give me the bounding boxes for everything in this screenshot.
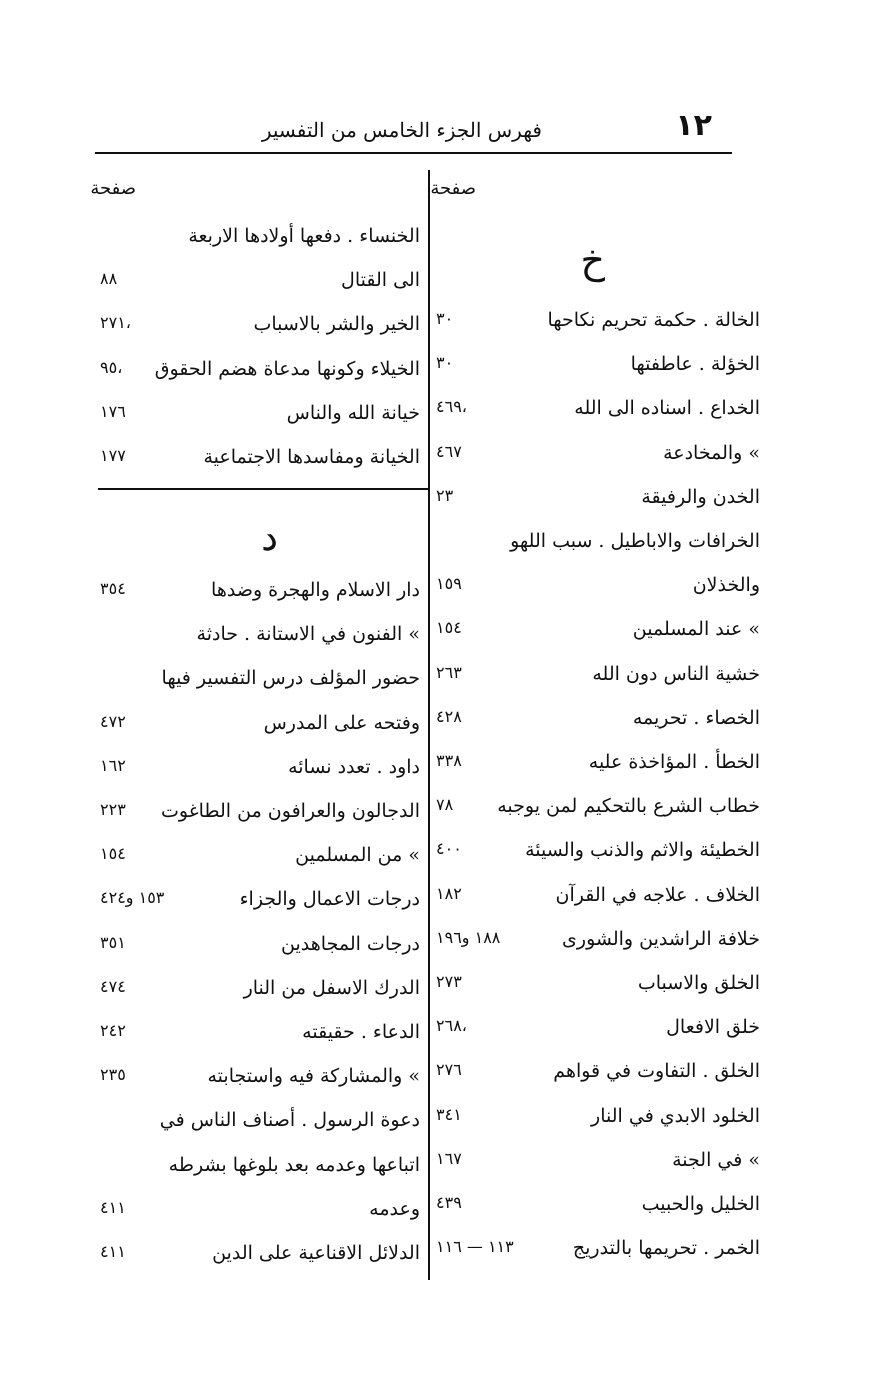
index-entry xyxy=(98,1105,428,1139)
entry-text: الدعاء . حقيقته xyxy=(302,1021,420,1043)
entry-page: ٤٧٢ xyxy=(100,711,126,731)
entry-text: الخصاء . تحريمه xyxy=(632,706,760,729)
entry-text: الخيانة ومفاسدها الاجتماعية xyxy=(203,446,420,468)
index-entry xyxy=(98,1150,428,1184)
index-entry xyxy=(430,1012,760,1046)
entry-text: حضور المؤلف درس التفسير فيها xyxy=(161,667,420,690)
entry-text: اتباعها وعدمه بعد بلوغها بشرطه xyxy=(168,1153,420,1176)
entry-page: ٤١١ xyxy=(100,1197,126,1217)
index-entry xyxy=(430,835,760,869)
index-entry xyxy=(430,305,760,339)
index-entry xyxy=(430,1189,760,1223)
index-entry xyxy=(430,791,760,825)
section-letter-dal: د xyxy=(261,515,278,559)
entry-text: الخداع . اسناده الى الله xyxy=(574,397,760,420)
entry-page: ٨٨ xyxy=(100,269,118,289)
entry-text: درجات المجاهدين xyxy=(281,932,420,955)
entry-page: ٩٥، xyxy=(100,357,123,377)
index-entry xyxy=(98,265,428,299)
index-entry xyxy=(98,1194,428,1228)
entry-page: ٢٢٣ xyxy=(100,800,126,819)
entry-text: وعدمه xyxy=(369,1197,420,1220)
entry-page: ٤٠٠ xyxy=(436,839,462,859)
entry-text: الخليل والحبيب xyxy=(641,1193,760,1215)
entry-text: الخدن والرفيقة xyxy=(641,485,760,508)
entry-page: ٢٧١، xyxy=(100,313,131,333)
index-entry xyxy=(98,663,428,697)
running-title: فهرس الجزء الخامس من التفسير xyxy=(261,118,542,142)
entry-text: خشية الناس دون الله xyxy=(592,662,760,685)
entry-page: ٣٣٨ xyxy=(436,751,462,770)
entry-text: الخطيئة والاثم والذنب والسيئة xyxy=(525,839,760,862)
entry-text: الخمر . تحريمها بالتدريج xyxy=(572,1237,760,1260)
index-entry xyxy=(430,349,760,383)
entry-text: الخير والشر بالاسباب xyxy=(253,313,420,336)
page-number: ١٢ xyxy=(675,108,712,143)
page-header xyxy=(95,108,732,154)
entry-page: ٣٠ xyxy=(436,309,454,328)
entry-page: ٤٢٨ xyxy=(436,706,462,726)
entry-text: الخلق . التفاوت في قواهم xyxy=(553,1060,760,1083)
index-entry xyxy=(98,840,428,874)
index-entry xyxy=(430,659,760,693)
index-entry xyxy=(98,442,428,476)
entry-page: ١٥٤ xyxy=(436,618,462,638)
index-entry xyxy=(430,526,760,560)
entry-page: ٢٦٣ xyxy=(436,662,462,682)
entry-text: دار الاسلام والهجرة وضدها xyxy=(211,579,420,601)
entry-page: ٢٤٢ xyxy=(100,1021,126,1040)
entry-page: ١٥٩ xyxy=(436,574,462,594)
entry-text: خطاب الشرع بالتحكيم لمن يوجبه xyxy=(497,795,760,818)
entry-text: الخرافات والاباطيل . سبب اللهو xyxy=(510,530,760,552)
entry-text: داود . تعدد نسائه xyxy=(288,755,420,778)
entry-text: الخطأ . المؤاخذة عليه xyxy=(588,751,760,773)
entry-page: ١٦٢ xyxy=(100,755,126,775)
index-entry xyxy=(430,1145,760,1179)
entry-text: خيانة الله والناس xyxy=(286,401,420,424)
entry-page: ٤٣٩ xyxy=(436,1193,462,1212)
entry-page: ١١٣ — ١١٦ xyxy=(436,1237,514,1257)
entry-text: » والمخادعة xyxy=(663,441,760,464)
entry-text: دعوة الرسول . أصناف الناس في xyxy=(159,1109,420,1132)
entry-text: الخلاف . علاجه في القرآن xyxy=(555,883,760,906)
section-separator xyxy=(98,488,428,490)
entry-text: الدلائل الاقناعية على الدين xyxy=(212,1242,420,1264)
index-entry xyxy=(430,880,760,914)
index-entry xyxy=(98,221,428,255)
entry-text: » الفنون في الاستانة . حادثة xyxy=(196,623,420,646)
entry-text: درجات الاعمال والجزاء xyxy=(239,888,420,911)
entry-text: الخلود الابدي في النار xyxy=(591,1104,760,1127)
entry-page: ٣٥٤ xyxy=(100,579,126,598)
index-entry xyxy=(98,796,428,830)
index-entry xyxy=(98,752,428,786)
entry-page: ٣٤١ xyxy=(436,1104,462,1124)
index-entry xyxy=(98,354,428,388)
index-entry xyxy=(430,968,760,1002)
entry-text: الخالة . حكمة تحريم نكاحها xyxy=(547,309,760,331)
index-entry xyxy=(98,398,428,432)
index-entry xyxy=(430,1233,760,1267)
entry-page: ٣٥١ xyxy=(100,932,126,952)
entry-page: ٢٣٥ xyxy=(100,1065,126,1085)
index-entry xyxy=(98,884,428,918)
index-entry xyxy=(98,929,428,963)
entry-text: » والمشاركة فيه واستجابته xyxy=(207,1065,420,1088)
entry-page: ١٧٧ xyxy=(100,446,126,465)
entry-page: ٤١١ xyxy=(100,1242,126,1261)
index-entry xyxy=(430,747,760,781)
entry-text: الخلق والاسباب xyxy=(637,972,760,994)
index-entry xyxy=(430,570,760,604)
column-header-right: صفحة xyxy=(430,178,476,199)
index-entry xyxy=(98,973,428,1007)
entry-page: ٢٧٦ xyxy=(436,1060,462,1080)
index-entry xyxy=(430,482,760,516)
index-entry xyxy=(430,614,760,648)
entry-text: الخؤلة . عاطفتها xyxy=(630,353,760,376)
entry-page: ١٥٤ xyxy=(100,844,126,864)
entry-page: ٢٧٣ xyxy=(436,972,462,991)
index-entry xyxy=(430,1101,760,1135)
entry-page: ١٨٢ xyxy=(436,883,462,903)
index-entry xyxy=(430,1056,760,1090)
index-entry xyxy=(430,438,760,472)
entry-page: ٢٦٨، xyxy=(436,1016,467,1036)
entry-page: ١٨٨ و١٩٦ xyxy=(436,927,501,947)
entry-page: ٧٨ xyxy=(436,795,454,815)
index-entry xyxy=(98,1061,428,1095)
index-entry xyxy=(98,619,428,653)
entry-text: الخيلاء وكونها مدعاة هضم الحقوق xyxy=(154,357,420,380)
entry-page: ١٥٣ و٤٢٤ xyxy=(100,888,165,908)
entry-page: ٤٦٧ xyxy=(436,441,462,461)
entry-text: وفتحه على المدرس xyxy=(263,711,420,734)
entry-text: الخنساء . دفعها أولادها الاربعة xyxy=(188,225,420,247)
entry-text: » في الجنة xyxy=(672,1148,760,1171)
entry-page: ١٦٧ xyxy=(436,1148,462,1168)
index-entry xyxy=(98,309,428,343)
entry-page: ١٧٦ xyxy=(100,401,126,421)
entry-page: ٣٠ xyxy=(436,353,454,373)
entry-text: الدرك الاسفل من النار xyxy=(243,976,420,999)
entry-text: » من المسلمين xyxy=(295,844,420,867)
index-entry xyxy=(98,1238,428,1272)
entry-text: والخذلان xyxy=(692,574,760,597)
entry-text: » عند المسلمين xyxy=(632,618,760,641)
index-entry xyxy=(430,924,760,958)
entry-page: ٢٣ xyxy=(436,485,454,505)
entry-page: ٤٦٩، xyxy=(436,397,467,417)
index-entry xyxy=(430,703,760,737)
entry-text: خلق الافعال xyxy=(666,1016,760,1039)
section-letter-kha: خ xyxy=(580,238,605,282)
index-entry xyxy=(430,393,760,427)
index-entry xyxy=(98,1017,428,1051)
column-header-left: صفحة xyxy=(90,178,136,199)
entry-page: ٤٧٤ xyxy=(100,976,126,996)
index-entry xyxy=(98,575,428,609)
entry-text: الدجالون والعرافون من الطاغوت xyxy=(161,800,420,822)
index-entry xyxy=(98,708,428,742)
entry-text: خلافة الراشدين والشورى xyxy=(562,927,760,950)
entry-text: الى القتال xyxy=(341,269,420,292)
